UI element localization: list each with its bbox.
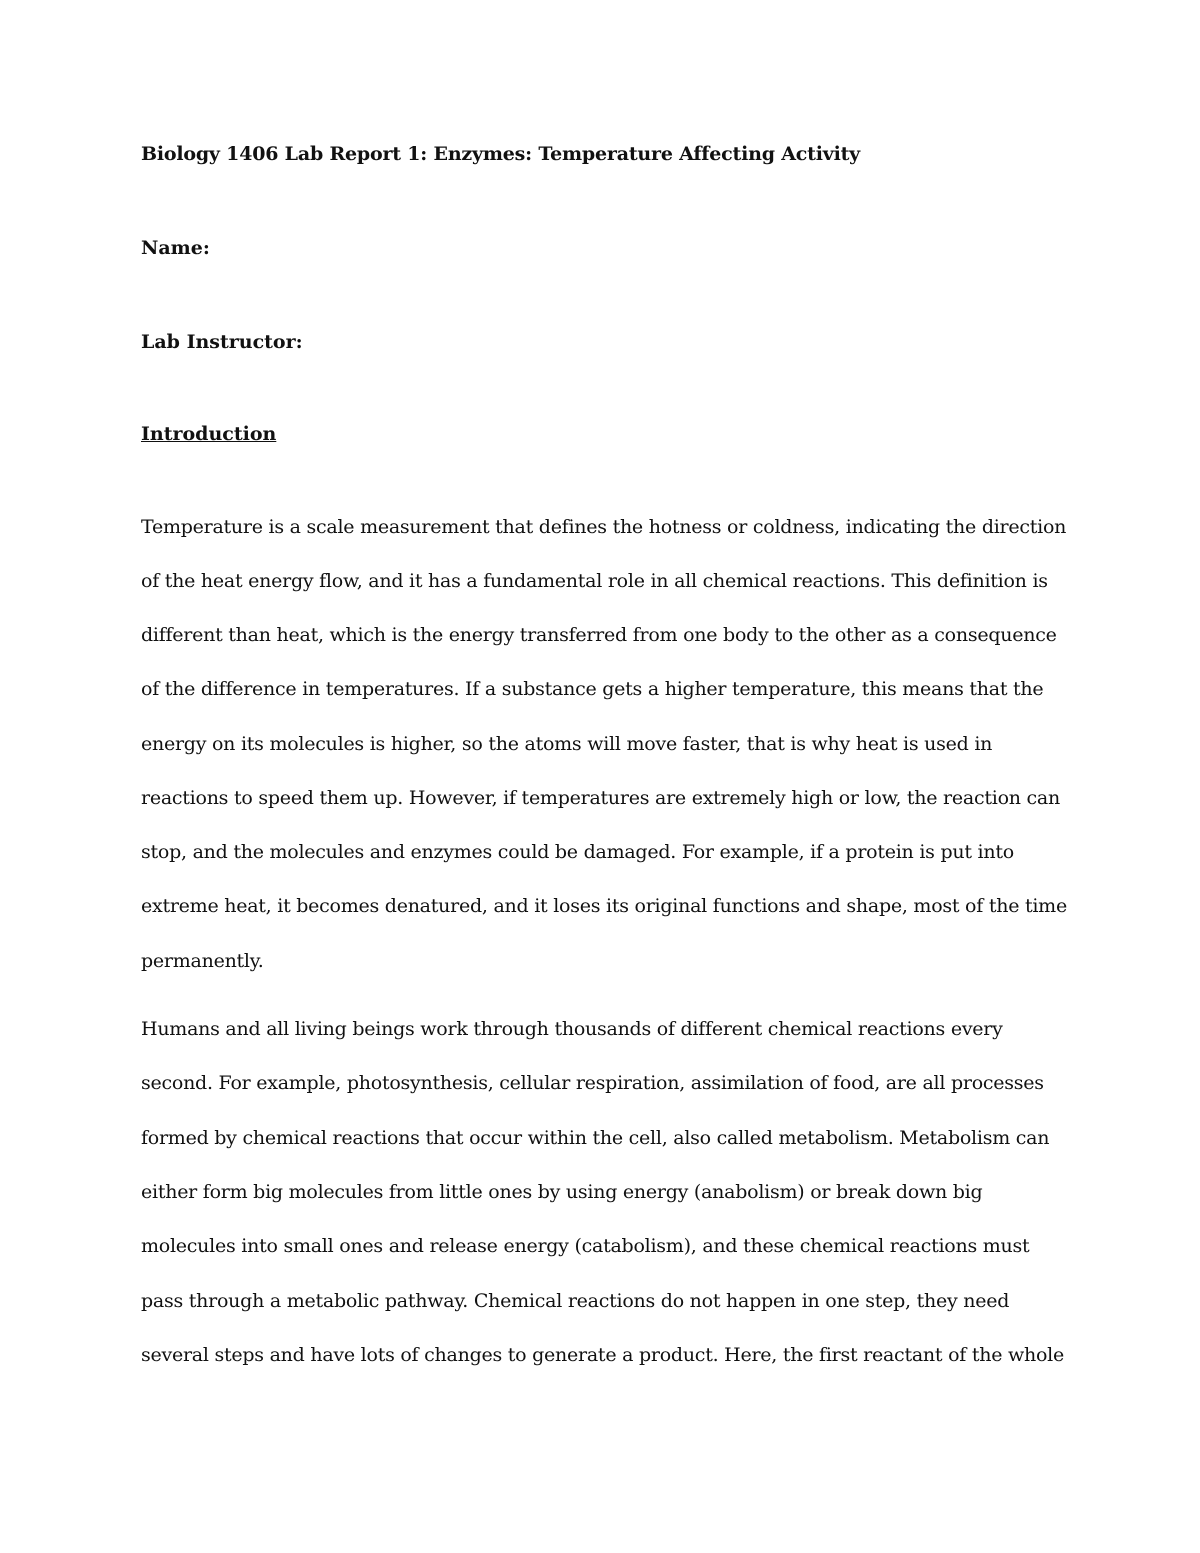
paragraph-2-line: pass through a metabolic pathway. Chemical reactions do not happen in one step, they need bbox=[141, 1290, 1010, 1312]
paragraph-2-line: Humans and all living beings work through thousands of different chemical reactions every bbox=[141, 1018, 1003, 1040]
lab-instructor-label: Lab Instructor: bbox=[141, 331, 303, 353]
paragraph-2-line: either form big molecules from little ones by using energy (anabolism) or break down big bbox=[141, 1181, 983, 1203]
paragraph-2-line: second. For example, photosynthesis, cellular respiration, assimilation of food, are all processes bbox=[141, 1072, 1044, 1094]
document-title: Biology 1406 Lab Report 1: Enzymes: Temperature Affecting Activity bbox=[141, 143, 861, 165]
paragraph-1-line: of the heat energy flow, and it has a fundamental role in all chemical reactions. This definition is bbox=[141, 570, 1048, 592]
paragraph-1-line: Temperature is a scale measurement that defines the hotness or coldness, indicating the direction bbox=[141, 516, 1067, 538]
paragraph-1-line: different than heat, which is the energy transferred from one body to the other as a consequence bbox=[141, 624, 1057, 646]
paragraph-2-line: formed by chemical reactions that occur within the cell, also called metabolism. Metabolism can bbox=[141, 1127, 1050, 1149]
paragraph-1-line: extreme heat, it becomes denatured, and it loses its original functions and shape, most of the time bbox=[141, 895, 1067, 917]
introduction-heading: Introduction bbox=[141, 423, 277, 445]
paragraph-1-line: of the difference in temperatures. If a substance gets a higher temperature, this means that the bbox=[141, 678, 1044, 700]
paragraph-1-line: stop, and the molecules and enzymes could be damaged. For example, if a protein is put into bbox=[141, 841, 1014, 863]
paragraph-2-line: several steps and have lots of changes to generate a product. Here, the first reactant of the whole bbox=[141, 1344, 1064, 1366]
paragraph-1-line: energy on its molecules is higher, so the atoms will move faster, that is why heat is used in bbox=[141, 733, 993, 755]
paragraph-1-line: reactions to speed them up. However, if temperatures are extremely high or low, the reaction can bbox=[141, 787, 1060, 809]
paragraph-1-line: permanently. bbox=[141, 950, 264, 972]
paragraph-2-line: molecules into small ones and release energy (catabolism), and these chemical reactions must bbox=[141, 1235, 1030, 1257]
name-label: Name: bbox=[141, 237, 210, 259]
